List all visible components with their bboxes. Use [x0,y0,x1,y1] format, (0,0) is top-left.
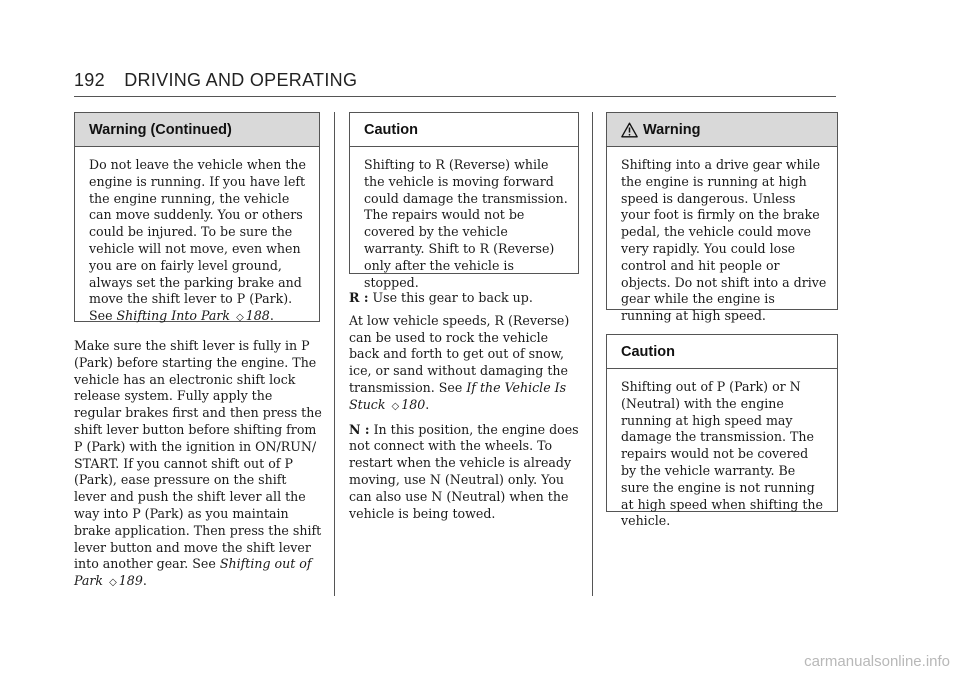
reverse-label: R : [349,290,369,305]
neutral-text: In this position, the engine does not connect with the wheels. To restart when the vehicle is already moving, use N (Neutral) only. You can also use N (Neutral) when the vehicle is being towed. [349,421,579,521]
page-reference-icon: ◇ [109,577,117,589]
column-divider-2 [592,112,593,596]
caution-reverse-title: Caution [350,113,578,147]
reverse-item [349,290,581,307]
column-divider-1 [334,112,335,596]
reverse-text: Use this gear to back up. [372,290,533,305]
warning-triangle-icon [621,122,638,138]
shifting-out-of-park-link[interactable]: Shifting out of Park [74,556,312,589]
watermark: carmanualsonline.info [804,653,950,670]
section-title: DRIVING AND OPERATING [124,70,358,90]
shift-lock-text: Make sure the shift lever is fully in P (Park) before starting the engine. The vehicle has an electronic shift lock release system. Fully apply the regular brakes first and then press the shift lever button before shifting from P (Park) with the ignition in ON/RUN/ START. If you cannot shift out of P (Park), ease pressure on the shift lever and push the shift lever all the way into P (Park) as you maintain brake application. Then press the shift lever button and move the shift lever into another gear. See [74,338,322,572]
reverse-paragraph: At low vehicle speeds, R (Reverse) can be used to rock the vehicle back and forth to get out of snow, ice, or sand without damaging the transmission. See If the Vehicle Is Stuck ◇ 180. [349,313,581,416]
caution-park-box [606,334,838,529]
vehicle-stuck-link[interactable]: If the Vehicle Is Stuck [349,379,567,412]
caution-park-title: Caution [607,335,837,369]
shift-lock-paragraph: Make sure the shift lever is fully in P (Park) before starting the engine. The vehicle has an electronic shift lock release system. Fully apply the regular brakes first and then press the shift lever button before shifting from P (Park) with the ignition in ON/RUN/ START. If you cannot shift out of P (Park), ease pressure on the shift lever and push the shift lever all the way into P (Park) as you maintain brake application. Then press the shift lever button and move the shift lever into another gear. See Shifting out of Park ◇ 189. [74,338,322,598]
warning-title [607,113,837,147]
warning-continued-title: Warning (Continued) [75,113,319,147]
shifting-out-of-park-page: 189 [118,573,143,589]
caution-reverse-box [349,112,579,290]
page-header [74,70,836,97]
neutral-label: N : [349,421,370,437]
reverse-paragraph-text: At low vehicle speeds, R (Reverse) can be used to rock the vehicle back and forth to get out of snow, ice, or sand without damaging the transmission. See [349,312,570,395]
gear-descriptions [349,290,581,528]
shifting-into-park-link[interactable]: Shifting Into Park [116,308,231,324]
warning-continued-text: Do not leave the vehicle when the engine is running. If you have left the engine running, the vehicle can move suddenly. You or others could be injured. To be sure the vehicle will not move, even when you are on fairly level ground, always set the parking brake and move the shift lever to P (Park). See [89,157,306,324]
warning-box [606,112,838,324]
shifting-into-park-page: 188 [245,308,270,324]
caution-park-text: Shifting out of P (Park) or N (Neutral) with the engine running at high speed may damage the transmission. The repairs would not be covered by the vehicle warranty. Be sure the engine is not running at high speed when shifting the vehicle. [621,379,823,529]
caution-reverse-text: Shifting to R (Reverse) while the vehicle is moving forward could damage the transmission. The repairs would not be covered by the vehicle warranty. Shift to R (Reverse) only after the vehicle is stopped. [364,157,568,290]
warning-continued-box [74,112,320,322]
warning-title-text: Warning [643,121,701,138]
vehicle-stuck-page: 180 [401,396,426,412]
warning-continued-body: Do not leave the vehicle when the engine is running. If you have left the engine running, the vehicle can move suddenly. You or others could be injured. To be sure the vehicle will not move, even when you are on fairly level ground, always set the parking brake and move the shift lever to P (Park). See Shifting Into Park ◇ 188. [75,147,319,337]
page-reference-icon: ◇ [236,312,244,324]
page-reference-icon: ◇ [391,400,400,412]
page-number: 192 [74,70,105,90]
warning-text: Shifting into a drive gear while the engine is running at high speed is dangerous. Unless your foot is firmly on the brake pedal, the vehicle could move very rapidly. You could lose control and hit people or objects. Do not shift into a drive gear while the engine is running at high speed. [621,157,827,324]
neutral-item [349,422,581,523]
